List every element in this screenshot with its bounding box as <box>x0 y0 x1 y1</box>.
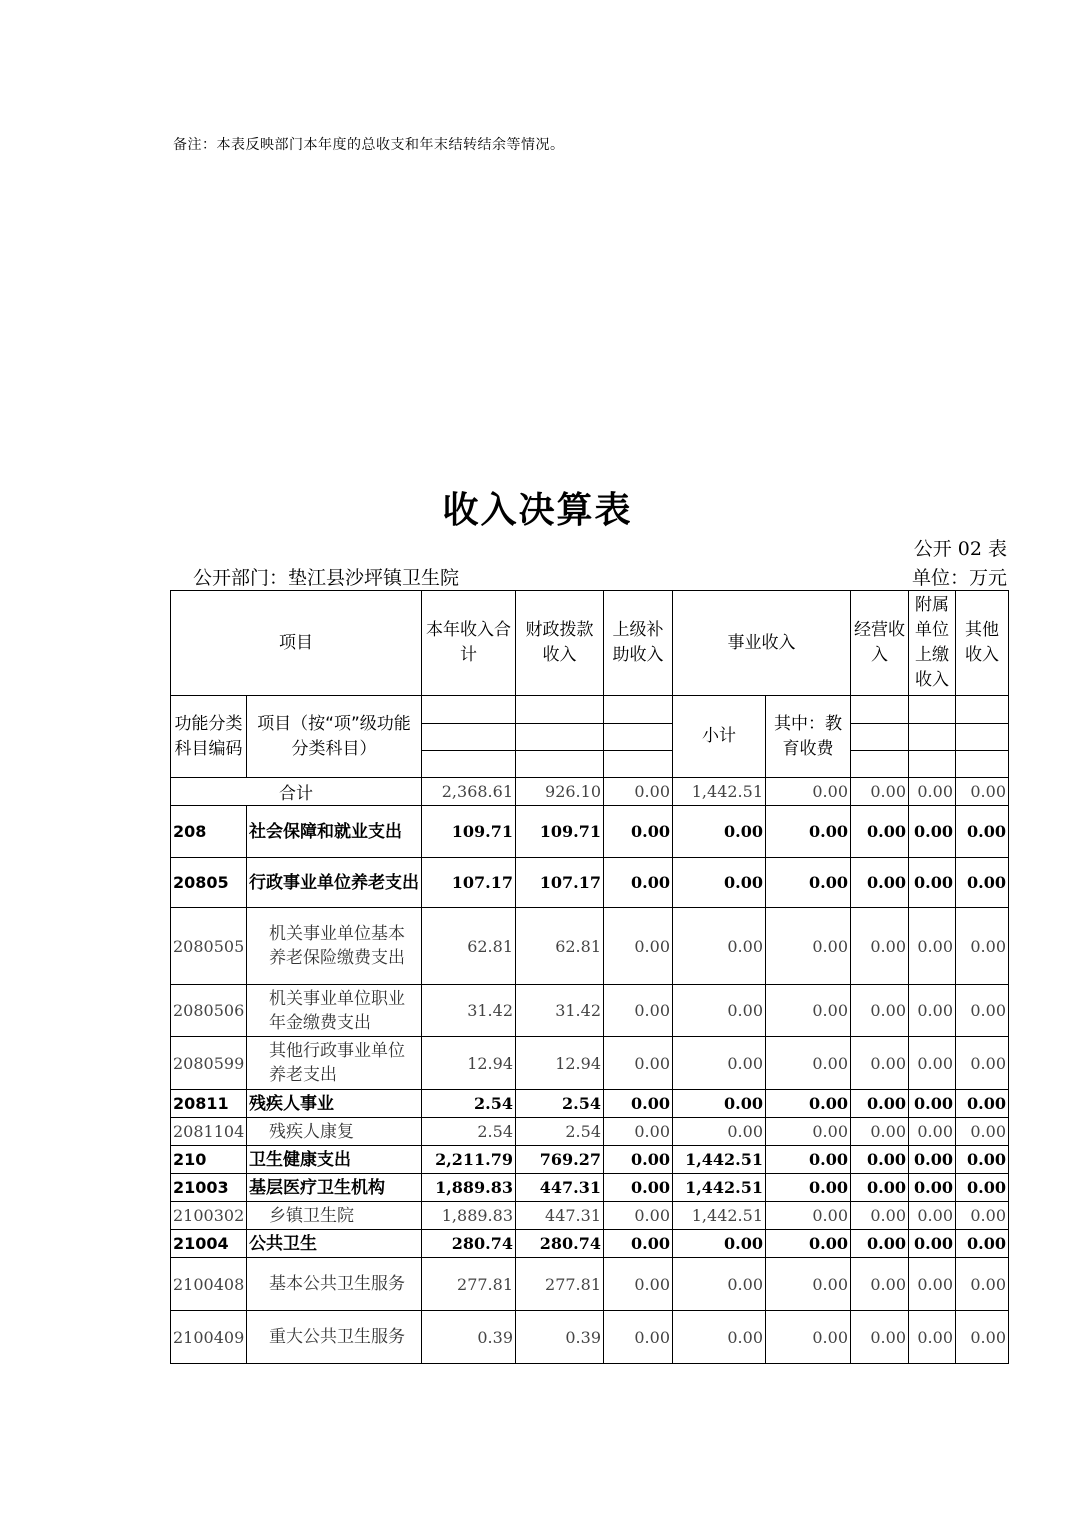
row-value-cell: 0.00 <box>956 1037 1009 1090</box>
row-value-cell: 0.00 <box>851 1146 909 1174</box>
blank-cell <box>909 696 956 724</box>
row-value-cell: 0.00 <box>604 985 673 1037</box>
row-code: 2080506 <box>171 985 247 1037</box>
row-value-cell: 0.00 <box>604 1118 673 1146</box>
row-value-cell: 0.00 <box>604 1258 673 1311</box>
row-code: 21004 <box>171 1230 247 1258</box>
total-cell: 1,442.51 <box>673 778 766 806</box>
row-value-cell: 31.42 <box>422 985 516 1037</box>
row-value-cell: 0.00 <box>766 1037 851 1090</box>
table-row <box>171 1258 1009 1311</box>
table-row <box>171 1037 1009 1090</box>
blank-cell <box>604 724 673 751</box>
row-value-cell: 1,889.83 <box>422 1202 516 1230</box>
row-value-cell: 0.00 <box>851 858 909 908</box>
row-code: 2081104 <box>171 1118 247 1146</box>
page-title: 收入决算表 <box>442 490 633 531</box>
row-value-cell: 0.00 <box>956 806 1009 858</box>
header-operating: 经营收入 <box>851 591 909 696</box>
row-value-cell: 0.00 <box>956 1202 1009 1230</box>
row-value-cell: 1,889.83 <box>422 1174 516 1202</box>
blank-cell <box>604 696 673 724</box>
table-row <box>171 1146 1009 1174</box>
row-item-name: 机关事业单位职业年金缴费支出 <box>247 985 422 1037</box>
row-value-cell: 0.00 <box>851 908 909 985</box>
row-value-cell: 0.00 <box>766 1202 851 1230</box>
blank-cell <box>851 696 909 724</box>
header-superior: 上级补助收入 <box>604 591 673 696</box>
row-item-name: 基本公共卫生服务 <box>247 1258 422 1311</box>
total-cell: 0.00 <box>604 778 673 806</box>
row-value-cell: 12.94 <box>516 1037 604 1090</box>
total-cell: 2,368.61 <box>422 778 516 806</box>
row-value-cell: 0.00 <box>604 1146 673 1174</box>
row-value-cell: 447.31 <box>516 1174 604 1202</box>
unit-label: 单位：万元 <box>911 567 1007 589</box>
row-item-name: 重大公共卫生服务 <box>247 1311 422 1364</box>
row-value-cell: 0.00 <box>851 985 909 1037</box>
row-value-cell: 0.00 <box>956 1174 1009 1202</box>
row-code: 2100409 <box>171 1311 247 1364</box>
blank-cell <box>422 724 516 751</box>
row-value-cell: 0.00 <box>956 858 1009 908</box>
row-value-cell: 1,442.51 <box>673 1202 766 1230</box>
row-item-name: 基层医疗卫生机构 <box>247 1174 422 1202</box>
row-item-name: 行政事业单位养老支出 <box>247 858 422 908</box>
row-value-cell: 0.00 <box>909 1311 956 1364</box>
total-cell: 0.00 <box>851 778 909 806</box>
header-edu-fee: 其中：教育收费 <box>766 696 851 778</box>
row-value-cell: 0.00 <box>851 1311 909 1364</box>
row-value-cell: 1,442.51 <box>673 1174 766 1202</box>
row-value-cell: 280.74 <box>516 1230 604 1258</box>
row-value-cell: 0.00 <box>851 1090 909 1118</box>
form-number: 公开 02 表 <box>913 538 1007 560</box>
blank-cell <box>516 751 604 778</box>
blank-cell <box>909 724 956 751</box>
blank-cell <box>422 751 516 778</box>
row-value-cell: 0.00 <box>851 1202 909 1230</box>
row-value-cell: 0.00 <box>766 1311 851 1364</box>
row-value-cell: 0.00 <box>909 1230 956 1258</box>
row-value-cell: 0.00 <box>956 985 1009 1037</box>
row-value-cell: 0.00 <box>604 1202 673 1230</box>
row-value-cell: 0.00 <box>766 806 851 858</box>
row-code: 2080599 <box>171 1037 247 1090</box>
header-subtotal: 小计 <box>673 696 766 778</box>
blank-cell <box>956 696 1009 724</box>
table-row <box>171 1230 1009 1258</box>
row-value-cell: 1,442.51 <box>673 1146 766 1174</box>
row-value-cell: 2.54 <box>422 1090 516 1118</box>
row-value-cell: 0.00 <box>604 908 673 985</box>
row-value-cell: 0.00 <box>909 1146 956 1174</box>
row-item-name: 机关事业单位基本养老保险缴费支出 <box>247 908 422 985</box>
row-value-cell: 0.00 <box>909 1037 956 1090</box>
row-value-cell: 0.00 <box>909 908 956 985</box>
row-value-cell: 2.54 <box>422 1118 516 1146</box>
row-value-cell: 0.00 <box>604 858 673 908</box>
header-affiliated: 附属单位上缴收入 <box>909 591 956 696</box>
row-value-cell: 0.00 <box>851 1174 909 1202</box>
blank-cell <box>604 751 673 778</box>
total-cell: 0.00 <box>766 778 851 806</box>
row-value-cell: 2.54 <box>516 1118 604 1146</box>
row-value-cell: 0.00 <box>909 1174 956 1202</box>
row-value-cell: 0.00 <box>766 858 851 908</box>
footnote: 备注：本表反映部门本年度的总收支和年末结转结余等情况。 <box>173 137 565 153</box>
row-value-cell: 0.00 <box>766 1118 851 1146</box>
row-value-cell: 62.81 <box>516 908 604 985</box>
row-value-cell: 0.00 <box>604 1311 673 1364</box>
row-value-cell: 0.39 <box>516 1311 604 1364</box>
row-value-cell: 109.71 <box>516 806 604 858</box>
row-value-cell: 0.00 <box>909 1090 956 1118</box>
row-value-cell: 0.00 <box>766 985 851 1037</box>
table-row <box>171 1090 1009 1118</box>
row-value-cell: 0.00 <box>956 1258 1009 1311</box>
row-value-cell: 0.00 <box>909 1258 956 1311</box>
row-value-cell: 0.00 <box>673 1230 766 1258</box>
row-value-cell: 0.00 <box>766 908 851 985</box>
row-code: 20811 <box>171 1090 247 1118</box>
row-value-cell: 0.00 <box>851 1230 909 1258</box>
row-item-name: 其他行政事业单位养老支出 <box>247 1037 422 1090</box>
total-cell: 926.10 <box>516 778 604 806</box>
table-row <box>171 1202 1009 1230</box>
row-value-cell: 0.00 <box>766 1174 851 1202</box>
row-value-cell: 0.00 <box>604 1174 673 1202</box>
table-row <box>171 806 1009 858</box>
row-code: 208 <box>171 806 247 858</box>
row-value-cell: 0.00 <box>851 1118 909 1146</box>
row-value-cell: 0.00 <box>909 985 956 1037</box>
row-item-name: 乡镇卫生院 <box>247 1202 422 1230</box>
row-code: 210 <box>171 1146 247 1174</box>
row-item-name: 公共卫生 <box>247 1230 422 1258</box>
row-value-cell: 0.00 <box>956 1230 1009 1258</box>
row-value-cell: 277.81 <box>422 1258 516 1311</box>
table-row <box>171 908 1009 985</box>
row-item-name: 社会保障和就业支出 <box>247 806 422 858</box>
row-value-cell: 107.17 <box>422 858 516 908</box>
row-value-cell: 0.00 <box>604 806 673 858</box>
blank-cell <box>516 724 604 751</box>
row-value-cell: 0.00 <box>673 1090 766 1118</box>
blank-cell <box>956 751 1009 778</box>
row-value-cell: 0.00 <box>604 1037 673 1090</box>
blank-cell <box>851 751 909 778</box>
total-cell: 0.00 <box>956 778 1009 806</box>
row-value-cell: 31.42 <box>516 985 604 1037</box>
blank-cell <box>851 724 909 751</box>
row-item-name: 残疾人事业 <box>247 1090 422 1118</box>
row-value-cell: 0.00 <box>909 1118 956 1146</box>
row-value-cell: 0.00 <box>604 1230 673 1258</box>
header-item: 项目 <box>171 591 422 696</box>
row-value-cell: 0.00 <box>766 1258 851 1311</box>
table-row <box>171 858 1009 908</box>
row-value-cell: 0.00 <box>956 1090 1009 1118</box>
row-value-cell: 447.31 <box>516 1202 604 1230</box>
row-value-cell: 109.71 <box>422 806 516 858</box>
blank-cell <box>909 751 956 778</box>
header-code: 功能分类科目编码 <box>171 696 247 778</box>
row-value-cell: 0.00 <box>766 1090 851 1118</box>
income-table <box>170 590 1009 1364</box>
row-value-cell: 0.39 <box>422 1311 516 1364</box>
header-item-name: 项目（按“项”级功能分类科目） <box>247 696 422 778</box>
row-code: 2080505 <box>171 908 247 985</box>
blank-cell <box>956 724 1009 751</box>
row-value-cell: 0.00 <box>604 1090 673 1118</box>
row-value-cell: 0.00 <box>766 1146 851 1174</box>
row-value-cell: 0.00 <box>766 1230 851 1258</box>
total-label: 合计 <box>171 778 422 806</box>
table-row <box>171 985 1009 1037</box>
table-row <box>171 1174 1009 1202</box>
row-value-cell: 277.81 <box>516 1258 604 1311</box>
row-value-cell: 107.17 <box>516 858 604 908</box>
row-value-cell: 0.00 <box>673 1037 766 1090</box>
row-value-cell: 0.00 <box>673 806 766 858</box>
total-row <box>171 778 1009 806</box>
row-value-cell: 0.00 <box>673 1118 766 1146</box>
row-value-cell: 0.00 <box>909 858 956 908</box>
header-other: 其他收入 <box>956 591 1009 696</box>
total-cell: 0.00 <box>909 778 956 806</box>
row-value-cell: 0.00 <box>851 1037 909 1090</box>
row-value-cell: 0.00 <box>909 1202 956 1230</box>
department-label: 公开部门：垫江县沙坪镇卫生院 <box>193 567 460 589</box>
row-code: 21003 <box>171 1174 247 1202</box>
row-value-cell: 0.00 <box>673 985 766 1037</box>
row-item-name: 卫生健康支出 <box>247 1146 422 1174</box>
header-total: 本年收入合计 <box>422 591 516 696</box>
row-value-cell: 0.00 <box>673 908 766 985</box>
row-value-cell: 12.94 <box>422 1037 516 1090</box>
row-value-cell: 0.00 <box>673 858 766 908</box>
row-value-cell: 0.00 <box>673 1311 766 1364</box>
row-code: 2100302 <box>171 1202 247 1230</box>
row-value-cell: 0.00 <box>673 1258 766 1311</box>
header-business: 事业收入 <box>673 591 851 696</box>
row-value-cell: 0.00 <box>956 1118 1009 1146</box>
row-value-cell: 2.54 <box>516 1090 604 1118</box>
row-value-cell: 2,211.79 <box>422 1146 516 1174</box>
table-row <box>171 1311 1009 1364</box>
row-value-cell: 0.00 <box>956 908 1009 985</box>
table-row <box>171 1118 1009 1146</box>
row-value-cell: 0.00 <box>956 1146 1009 1174</box>
row-value-cell: 0.00 <box>956 1311 1009 1364</box>
row-value-cell: 769.27 <box>516 1146 604 1174</box>
row-value-cell: 0.00 <box>851 806 909 858</box>
row-item-name: 残疾人康复 <box>247 1118 422 1146</box>
row-code: 20805 <box>171 858 247 908</box>
row-value-cell: 280.74 <box>422 1230 516 1258</box>
row-value-cell: 0.00 <box>909 806 956 858</box>
row-value-cell: 0.00 <box>851 1258 909 1311</box>
row-value-cell: 62.81 <box>422 908 516 985</box>
blank-cell <box>422 696 516 724</box>
blank-cell <box>516 696 604 724</box>
row-code: 2100408 <box>171 1258 247 1311</box>
header-fiscal: 财政拨款收入 <box>516 591 604 696</box>
